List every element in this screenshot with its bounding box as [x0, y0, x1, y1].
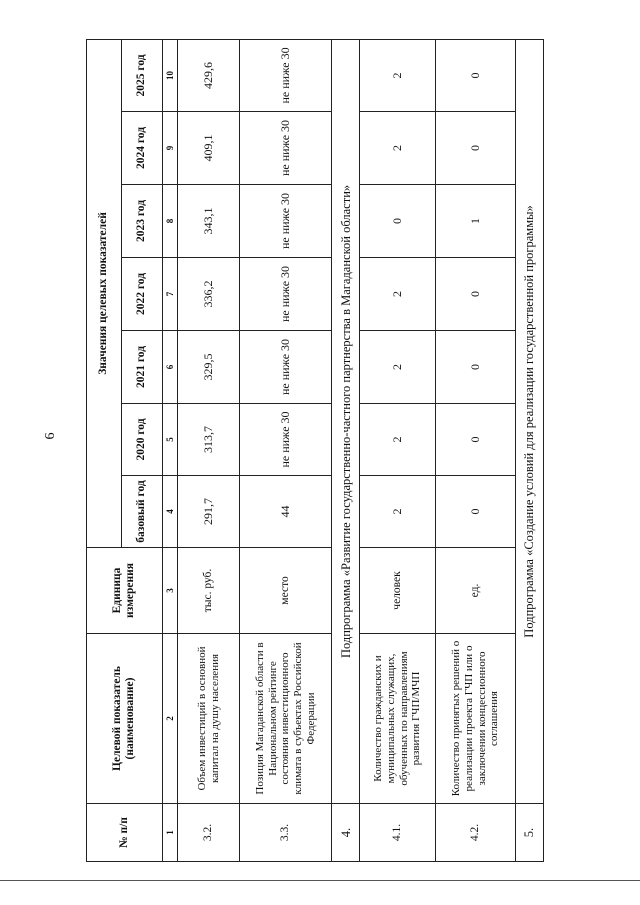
row-value: не ниже 30 — [239, 112, 331, 185]
indicator-table — [86, 39, 544, 862]
row-value: 2 — [360, 112, 436, 185]
table-row — [360, 39, 436, 861]
header-year: 2025 год — [121, 39, 162, 111]
table-row — [436, 39, 516, 861]
header-values-group: Значения целевых показателей — [87, 39, 122, 547]
row-name: Объем инвестиций в основной капитал на душу населения — [178, 634, 240, 804]
column-number: 1 — [162, 804, 177, 862]
row-value: 409,1 — [178, 112, 240, 185]
row-value: 1 — [436, 185, 516, 258]
row-value: 0 — [436, 331, 516, 404]
subprogram-title: Подпрограмма «Развитие государственно-частного партнерства в Магаданской области» — [332, 39, 360, 803]
row-value: не ниже 30 — [239, 185, 331, 258]
column-number: 5 — [162, 404, 177, 476]
row-value: 0 — [436, 258, 516, 331]
row-name: Количество гражданских и муниципальных служащих, обученных по направлениям развития ГЧП/МЧП — [360, 634, 436, 804]
header-name: Целевой показатель (наименование) — [87, 634, 163, 804]
row-value: 429,6 — [178, 39, 240, 111]
row-unit: место — [239, 548, 331, 634]
row-name: Количество принятых решений о реализации проекта ГЧП или о заключении концессионного соглашения — [436, 634, 516, 804]
row-value: не ниже 30 — [239, 258, 331, 331]
row-value: 2 — [360, 331, 436, 404]
row-value: 0 — [436, 112, 516, 185]
row-value: 329,5 — [178, 331, 240, 404]
row-value: 343,1 — [178, 185, 240, 258]
table-row — [178, 39, 240, 861]
row-value: не ниже 30 — [239, 404, 331, 476]
row-unit: человек — [360, 548, 436, 634]
header-year: 2024 год — [121, 112, 162, 185]
row-value: 0 — [436, 404, 516, 476]
row-unit: ед. — [436, 548, 516, 634]
row-value: 2 — [360, 404, 436, 476]
subprogram-title: Подпрограмма «Создание условий для реализации государственной программы» — [516, 39, 544, 803]
column-number: 2 — [162, 634, 177, 804]
column-number: 3 — [162, 548, 177, 634]
subprogram-num: 5. — [516, 804, 544, 862]
subprogram-row — [516, 39, 544, 861]
header-unit: Единица измерения — [87, 548, 163, 634]
header-num: № п/п — [87, 804, 163, 862]
column-numbers-row — [162, 39, 177, 861]
row-value: 0 — [360, 185, 436, 258]
row-value: 0 — [436, 476, 516, 548]
column-number: 10 — [162, 39, 177, 111]
row-value: 2 — [360, 476, 436, 548]
row-value: 44 — [239, 476, 331, 548]
row-value: не ниже 30 — [239, 39, 331, 111]
column-number: 6 — [162, 331, 177, 404]
header-year: базовый год — [121, 476, 162, 548]
subprogram-row — [332, 39, 360, 861]
row-num: 4.2. — [436, 804, 516, 862]
row-value: 2 — [360, 258, 436, 331]
header-year: 2022 год — [121, 258, 162, 331]
row-value: не ниже 30 — [239, 331, 331, 404]
column-number: 8 — [162, 185, 177, 258]
row-num: 3.3. — [239, 804, 331, 862]
row-num: 4.1. — [360, 804, 436, 862]
row-name: Позиция Магаданской области в Национальном рейтинге состояния инвестиционного климата в субъектах Российской Федерации — [239, 634, 331, 804]
row-num: 3.2. — [178, 804, 240, 862]
row-unit: тыс. руб. — [178, 548, 240, 634]
column-number: 9 — [162, 112, 177, 185]
row-value: 336,2 — [178, 258, 240, 331]
column-number: 4 — [162, 476, 177, 548]
indicator-table-rotated — [86, 40, 544, 862]
table-row — [239, 39, 331, 861]
header-year: 2020 год — [121, 404, 162, 476]
column-number: 7 — [162, 258, 177, 331]
row-value: 2 — [360, 39, 436, 111]
row-value: 291,7 — [178, 476, 240, 548]
row-value: 313,7 — [178, 404, 240, 476]
header-year: 2023 год — [121, 185, 162, 258]
header-year: 2021 год — [121, 331, 162, 404]
page-number: 6 — [43, 432, 58, 440]
subprogram-num: 4. — [332, 804, 360, 862]
bottom-rule — [0, 880, 640, 881]
row-value: 0 — [436, 39, 516, 111]
